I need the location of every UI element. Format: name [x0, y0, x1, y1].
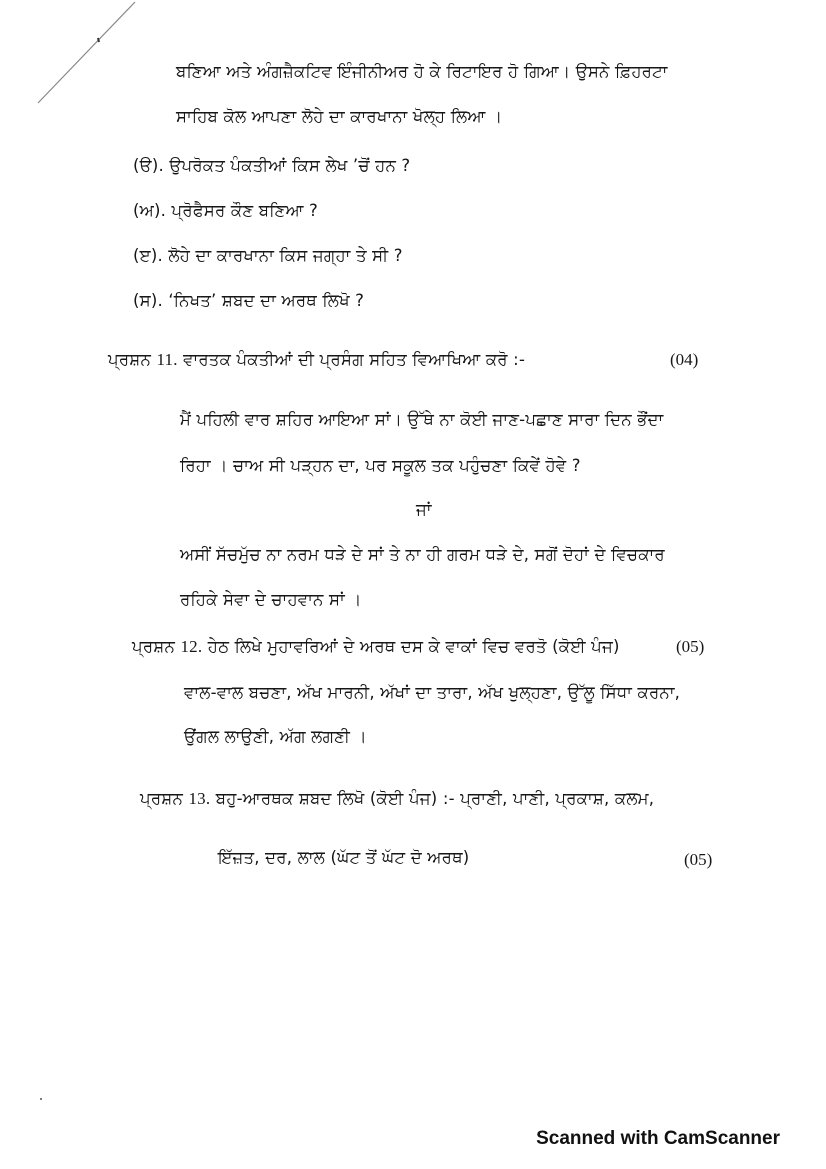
q11-passage-a-line-2: ਰਿਹਾ । ਚਾਅ ਸੀ ਪੜ੍ਹਨ ਦਾ, ਪਰ ਸਕੂਲ ਤਕ ਪਹੁੰਚਣਾ ਕਿਵੇਂ ਹੋਵੇ ?	[180, 456, 581, 475]
question-label: ਪ੍ਰਸ਼ਨ	[140, 789, 183, 808]
passage-line-2: ਸਾਹਿਬ ਕੋਲ ਆਪਣਾ ਲੋਹੇ ਦਾ ਕਾਰਖਾਨਾ ਖੋਲ੍ਹ ਲਿਆ ।	[176, 107, 503, 126]
question-number: 12.	[180, 637, 203, 656]
q11-passage-b-line-2: ਰਹਿਕੇ ਸੇਵਾ ਦੇ ਚਾਹਵਾਨ ਸਾਂ ।	[180, 590, 362, 609]
question-text: ਬਹੁ-ਆਰਥਕ ਸ਼ਬਦ ਲਿਖੋ (ਕੋਈ ਪੰਜ) :- ਪ੍ਰਾਣੀ, ਪਾਣੀ, ਪ੍ਰਕਾਸ਼, ਕਲਮ,	[215, 789, 655, 808]
q11-passage-a-line-1: ਮੈਂ ਪਹਿਲੀ ਵਾਰ ਸ਼ਹਿਰ ਆਇਆ ਸਾਂ। ਉੱਥੇ ਨਾ ਕੋਈ ਜਾਣ-ਪਛਾਣ ਸਾਰਾ ਦਿਨ ਭੌਂਦਾ	[180, 410, 664, 429]
q12-idioms-line-2: ਉਂਗਲ ਲਾਉਣੀ, ਅੱਗ ਲਗਣੀ ।	[184, 727, 367, 746]
question-text: ਹੇਠ ਲਿਖੇ ਮੁਹਾਵਰਿਆਂ ਦੇ ਅਰਥ ਦਸ ਕੇ ਵਾਕਾਂ ਵਿਚ ਵਰਤੋ (ਕੋਈ ਪੰਜ)	[207, 637, 620, 656]
question-12-marks: (05)	[676, 637, 705, 656]
q11-passage-b-line-1: ਅਸੀਂ ਸੱਚਮੁੱਚ ਨਾ ਨਰਮ ਧੜੇ ਦੇ ਸਾਂ ਤੇ ਨਾ ਹੀ ਗਰਮ ਧੜੇ ਦੇ, ਸਗੋਂ ਦੋਹਾਂ ਦੇ ਵਿਚਕਾਰ	[180, 545, 665, 564]
question-11-marks: (04)	[670, 350, 699, 369]
question-13-marks: (05)	[684, 850, 713, 869]
sub-question-d: (ਸ). ‘ਨਿਖਤ’ ਸ਼ਬਦ ਦਾ ਅਰਥ ਲਿਖੋ ?	[133, 291, 365, 310]
sub-question-a: (ੳ). ਉਪਰੋਕਤ ਪੰਕਤੀਆਂ ਕਿਸ ਲੇਖ ’ਚੋਂ ਹਨ ?	[133, 156, 411, 175]
question-12-heading	[132, 637, 620, 657]
question-13-heading	[140, 789, 654, 809]
sub-question-c: (ੲ). ਲੋਹੇ ਦਾ ਕਾਰਖਾਨਾ ਕਿਸ ਜਗ੍ਹਾ ਤੇ ਸੀ ?	[133, 246, 403, 265]
question-text: ਵਾਰਤਕ ਪੰਕਤੀਆਂ ਦੀ ਪ੍ਰਸੰਗ ਸਹਿਤ ਵਿਆਖਿਆ ਕਰੋ :-	[183, 350, 526, 369]
q12-idioms-line-1: ਵਾਲ-ਵਾਲ ਬਚਣਾ, ਅੱਖ ਮਾਰਨੀ, ਅੱਖਾਂ ਦਾ ਤਾਰਾ, ਅੱਖ ਖੁਲ੍ਹਣਾ, ਉੱਲੂ ਸਿੱਧਾ ਕਰਨਾ,	[184, 683, 681, 702]
question-number: 13.	[188, 789, 211, 808]
question-11-heading	[108, 350, 525, 370]
scanner-watermark: Scanned with CamScanner	[536, 1128, 780, 1149]
q13-words-line-2: ਇੱਜ਼ਤ, ਦਰ, ਲਾਲ (ਘੱਟ ਤੋਂ ਘੱਟ ਦੋ ਅਰਥ)	[218, 848, 470, 867]
question-label: ਪ੍ਰਸ਼ਨ	[132, 637, 175, 656]
sub-question-b: (ਅ). ਪ੍ਰੋਫੈਸਰ ਕੌਣ ਬਣਿਆ ?	[133, 201, 319, 220]
scan-speck	[40, 1098, 42, 1100]
question-number: 11.	[156, 350, 178, 369]
question-label: ਪ੍ਰਸ਼ਨ	[108, 350, 151, 369]
scan-fold-line	[0, 0, 150, 110]
passage-line-1: ਬਣਿਆ ਅਤੇ ਅੰਗਜ਼ੈਕਟਿਵ ਇੰਜੀਨੀਅਰ ਹੋ ਕੇ ਰਿਟਾਇਰ ਹੋ ਗਿਆ। ਉਸਨੇ ਫ਼ਿਹਰਟਾ	[176, 62, 668, 81]
q11-or-separator: ਜਾਂ	[416, 500, 432, 519]
